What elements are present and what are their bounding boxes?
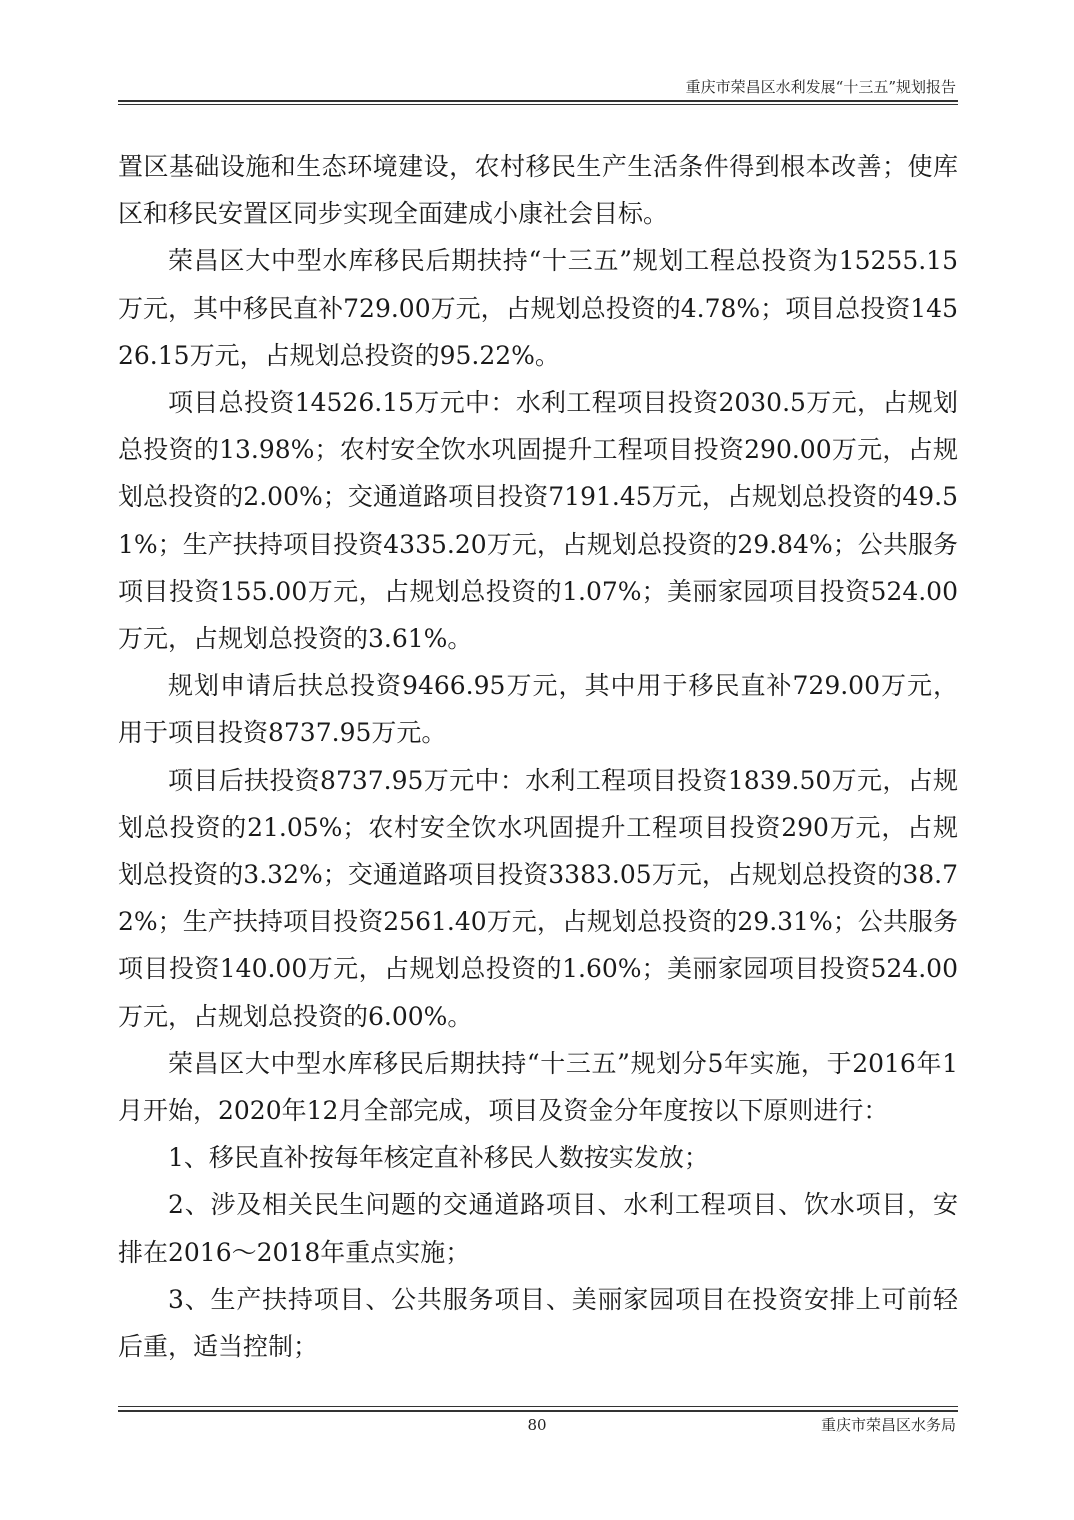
paragraph-principle-3: 3、生产扶持项目、公共服务项目、美丽家园项目在投资安排上可前轻后重，适当控制； [118,1284,958,1362]
paragraph-total-investment: 荣昌区大中型水库移民后期扶持“十三五”规划工程总投资为15255.15万元，其中移民直补729.00万元，占规划总投资的4.78%；项目总投资14526.15万元，占规划总投资的95.22%。 [118,246,958,370]
footer-organization: 重庆市荣昌区水务局 [820,1416,956,1434]
paragraph-support-investment: 项目后扶投资8737.95万元中：水利工程项目投资1839.50万元，占规划总投资的21.05%；农村安全饮水巩固提升工程项目投资290万元，占规划总投资的3.32%；交通道路项目投资3383.05万元，占规划总投资的38.72%；生产扶持项目投资2561.40万元，占规划总投资的29.31%；公共服务项目投资140.00万元，占规划总投资的1.60%；美丽家园项目投资524.00万元，占规划总投资的6.00%。 [118,765,958,1031]
body-text [118,143,958,1370]
header-rule-thick [118,100,958,102]
footer-rule-thin [118,1406,958,1407]
footer-rule-thick [118,1410,958,1412]
page-header-title: 重庆市荣昌区水利发展“十三五”规划报告 [685,78,956,96]
paragraph-project-investment: 项目总投资14526.15万元中：水利工程项目投资2030.5万元，占规划总投资的13.98%；农村安全饮水巩固提升工程项目投资290.00万元，占规划总投资的2.00%；交通道路项目投资7191.45万元，占规划总投资的49.51%；生产扶持项目投资4335.20万元，占规划总投资的29.84%；公共服务项目投资155.00万元，占规划总投资的1.07%；美丽家园项目投资524.00万元，占规划总投资的3.61%。 [118,388,958,654]
page-number: 80 [527,1416,547,1434]
paragraph-principle-2: 2、涉及相关民生问题的交通道路项目、水利工程项目、饮水项目，安排在2016～2018年重点实施； [118,1190,958,1267]
paragraph-principle-1: 1、移民直补按每年核定直补移民人数按实发放； [168,1143,709,1173]
paragraph-implementation-schedule: 荣昌区大中型水库移民后期扶持“十三五”规划分5年实施，于2016年1月开始，2020年12月全部完成，项目及资金分年度按以下原则进行： [118,1048,958,1126]
paragraph-continuation: 置区基础设施和生态环境建设，农村移民生产生活条件得到根本改善；使库区和移民安置区同步实现全面建成小康社会目标。 [118,152,958,229]
header-rule-thin [118,104,958,105]
paragraph-support-application: 规划申请后扶总投资9466.95万元，其中用于移民直补729.00万元，用于项目投资8737.95万元。 [118,671,958,748]
